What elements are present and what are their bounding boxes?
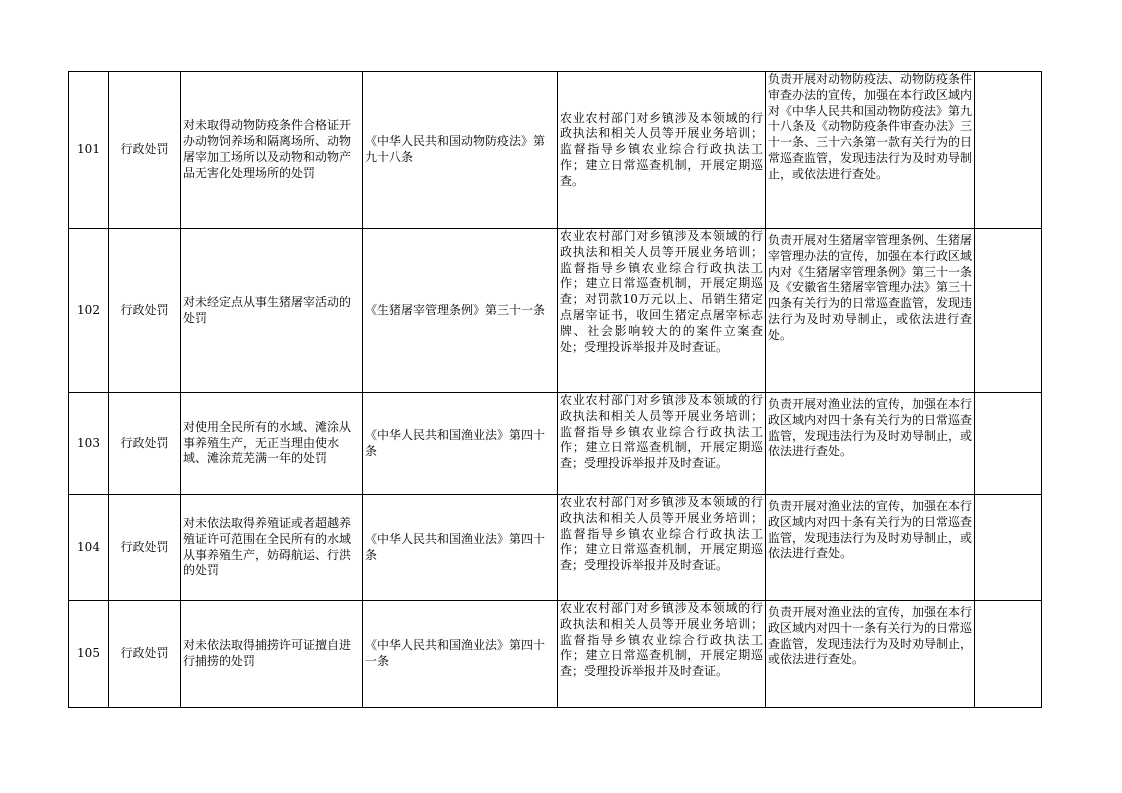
row-dept-duty: 农业农村部门对乡镇涉及本领域的行政执法和相关人员等开展业务培训；监督指导乡镇农业综合行政执法工作；建立日常巡查机制，开展定期巡查；受理投诉举报并及时查证。 bbox=[558, 601, 766, 708]
row-number: 104 bbox=[69, 495, 109, 601]
row-dept-duty: 农业农村部门对乡镇涉及本领域的行政执法和相关人员等开展业务培训；监督指导乡镇农业综合行政执法工作；建立日常巡查机制，开展定期巡查；受理投诉举报并及时查证。 bbox=[558, 495, 766, 601]
row-number: 102 bbox=[69, 229, 109, 393]
row-number: 101 bbox=[69, 72, 109, 229]
row-dept-duty: 农业农村部门对乡镇涉及本领域的行政执法和相关人员等开展业务培训；监督指导乡镇农业综合行政执法工作；建立日常巡查机制，开展定期巡查。 bbox=[558, 72, 766, 229]
table-row bbox=[69, 393, 1042, 495]
table-row bbox=[69, 229, 1042, 393]
row-dept-duty: 农业农村部门对乡镇涉及本领域的行政执法和相关人员等开展业务培训；监督指导乡镇农业综合行政执法工作；建立日常巡查机制，开展定期巡查；对罚款10万元以上、吊销生猪定点屠宰证书，收回生猪定点屠宰标志牌、社会影响较大的的案件立案查处；受理投诉举报并及时查证。 bbox=[558, 229, 766, 393]
row-type: 行政处罚 bbox=[109, 601, 181, 708]
row-note bbox=[975, 601, 1042, 708]
row-item: 对未经定点从事生猪屠宰活动的处罚 bbox=[181, 229, 363, 393]
row-basis: 《中华人民共和国渔业法》第四十条 bbox=[363, 495, 558, 601]
row-number: 103 bbox=[69, 393, 109, 495]
row-note bbox=[975, 72, 1042, 229]
row-town-duty: 负责开展对渔业法的宣传，加强在本行政区域内对四十条有关行为的日常巡查监管，发现违法行为及时劝导制止，或依法进行查处。 bbox=[766, 495, 975, 601]
row-dept-duty: 农业农村部门对乡镇涉及本领域的行政执法和相关人员等开展业务培训；监督指导乡镇农业综合行政执法工作；建立日常巡查机制，开展定期巡查；受理投诉举报并及时查证。 bbox=[558, 393, 766, 495]
row-basis: 《中华人民共和国动物防疫法》第九十八条 bbox=[363, 72, 558, 229]
row-type: 行政处罚 bbox=[109, 393, 181, 495]
row-type: 行政处罚 bbox=[109, 495, 181, 601]
row-number: 105 bbox=[69, 601, 109, 708]
row-item: 对使用全民所有的水域、滩涂从事养殖生产，无正当理由使水域、滩涂荒芜满一年的处罚 bbox=[181, 393, 363, 495]
row-note bbox=[975, 229, 1042, 393]
table-row bbox=[69, 601, 1042, 708]
row-basis: 《中华人民共和国渔业法》第四十一条 bbox=[363, 601, 558, 708]
table-row bbox=[69, 495, 1042, 601]
row-town-duty: 负责开展对动物防疫法、动物防疫条件审查办法的宣传，加强在本行政区域内对《中华人民共和国动物防疫法》第九十八条及《动物防疫条件审查办法》三十一条、三十六条第一款有关行为的日常巡查监管，发现违法行为及时劝导制止，或依法进行查处。 bbox=[766, 72, 975, 229]
row-basis: 《生猪屠宰管理条例》第三十一条 bbox=[363, 229, 558, 393]
row-type: 行政处罚 bbox=[109, 229, 181, 393]
row-item: 对未取得动物防疫条件合格证开办动物饲养场和隔离场所、动物屠宰加工场所以及动物和动物产品无害化处理场所的处罚 bbox=[181, 72, 363, 229]
table-row bbox=[69, 72, 1042, 229]
row-item: 对未依法取得养殖证或者超越养殖证许可范围在全民所有的水域从事养殖生产，妨碍航运、行洪的处罚 bbox=[181, 495, 363, 601]
authority-table bbox=[68, 71, 1042, 708]
row-note bbox=[975, 393, 1042, 495]
row-town-duty: 负责开展对渔业法的宣传，加强在本行政区域内对四十一条有关行为的日常巡查监管，发现违法行为及时劝导制止，或依法进行查处。 bbox=[766, 601, 975, 708]
row-type: 行政处罚 bbox=[109, 72, 181, 229]
row-item: 对未依法取得捕捞许可证擅自进行捕捞的处罚 bbox=[181, 601, 363, 708]
row-basis: 《中华人民共和国渔业法》第四十条 bbox=[363, 393, 558, 495]
row-note bbox=[975, 495, 1042, 601]
row-town-duty: 负责开展对渔业法的宣传，加强在本行政区域内对四十条有关行为的日常巡查监管，发现违法行为及时劝导制止，或依法进行查处。 bbox=[766, 393, 975, 495]
row-town-duty: 负责开展对生猪屠宰管理条例、生猪屠宰管理办法的宣传，加强在本行政区域内对《生猪屠宰管理条例》第三十一条及《安徽省生猪屠宰管理办法》第三十四条有关行为的日常巡查监管，发现违法行为及时劝导制止，或依法进行查处。 bbox=[766, 229, 975, 393]
